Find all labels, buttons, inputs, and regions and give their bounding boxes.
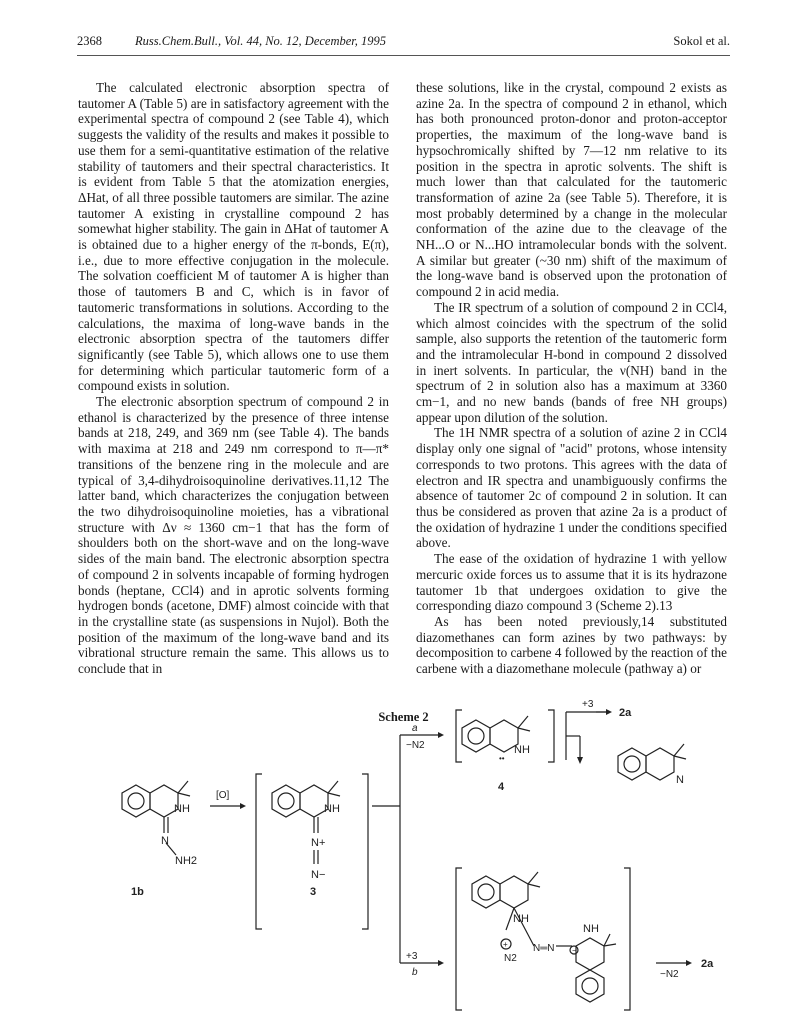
paragraph: The calculated electronic absorption spectra of tautomer A (Table 5) are in satisfactory agreement with the experimental spectra of compound 2 (see Table 4), which suggests the validity of the results and makes it possible to use them for a semi-quantitative estimation of the relative stability of tautomers and their spectral characteristics. It is evident from Table 5 that the atomization energies, ΔHat, of all three possible tautomers are similar. The azine tautomer A existing in crystalline compound 2 has somewhat higher stability. The gain in ΔHat of tautomer A is obtained due to a higher energy of the π-bonds, E(π), i.e., due to more effective conjugation in the molecule. The solvation coefficient M of tautomer A is higher than those of tautomers B and C, which is in favor of tautomeric transformations in solutions. According to the calculations, the maxima of long-wave bands in the electronic absorption spectra of the tautomers differ significantly (see Table 5), which allows one to use them for determining which particular tautomeric form of a compound exists in solution. [78,80,389,394]
page-number: 2368 [77,34,102,48]
charge-minus: − [572,946,577,955]
carbene-dots: •• [499,754,505,763]
paragraph: As has been noted previously,14 substituted diazomethanes can form azines by two pathways: by decomposition to carbene 4 followed by the reaction of the carbene with a diazomethane molecule (pathway a) or [416,613,727,677]
bracket-right [362,774,368,929]
nh-label: NH [513,913,529,925]
nh-label: NH [324,803,340,815]
paragraph: The electronic absorption spectrum of compound 2 in ethanol is characterized by the presence of three intense bands at 218, 249, and 369 nm (see Table 4). The bands with maxima at 218 and 249 nm correspond to π—π* transitions of the benzene ring in the molecule and are typical of 3,4-dihydroisoquinoline derivatives.11,12 The latter band, which characterizes the conjugation between the two dihydroisoquinoline moieties, has a vibrational structure with Δν ≈ 1360 cm−1 that has the form of shoulders both on the short-wave and on the long-wave sides of the main band. The electronic absorption spectra of compound 2 in solvents incapable of forming hydrogen bonds (heptane, CCl4) and in aprotic solvents forming hydrogen bonds (acetone, DMF) almost coincide with that in the crystalline state (as suspensions in Nujol). Both the position of the maximum of the long-wave band and its vibrational structure remain the same. This allows us to conclude that in [78,394,389,677]
nh-label: NH [583,923,599,935]
compound-4-label: 4 [498,781,505,793]
bracket-right [548,710,554,762]
oxidant-label: [O] [216,790,230,801]
adduct-structure [472,872,616,1002]
n-label: N [676,774,684,786]
bracket-right [624,868,630,1010]
compound-1b-structure [122,781,190,855]
bracket-left [456,710,462,762]
paragraph: The ease of the oxidation of hydrazine 1 with yellow mercuric oxide forces us to assume that it is its hydrazone tautomer 1b that undergoes oxidation to give the corresponding diazo compound 3 (Scheme 2).13 [416,551,727,614]
journal-citation: Russ.Chem.Bull., Vol. 44, No. 12, December, 1995 [135,34,387,48]
bracket-left [256,774,262,929]
plus3-label: +3 [406,951,418,962]
oxidation-arrowhead [240,803,246,809]
pathway-a-arrowhead [438,732,444,738]
scheme-title: Scheme 2 [378,710,429,724]
minus-n2-label: −N2 [660,969,679,980]
compound-3-label: 3 [310,886,317,898]
product-2a-label: 2a [701,958,714,970]
n-label: N [161,835,169,847]
compound-3-structure [272,781,340,864]
nh-label: NH [514,744,530,756]
azo-label: N═N [533,943,555,954]
final-arrowhead [686,960,692,966]
arrowhead [577,757,583,764]
pathway-b-arrowhead [438,960,444,966]
bracket-left [456,868,462,1010]
pathway-a-label: a [412,723,418,734]
compound-1b-label: 1b [131,886,144,898]
paragraph: The 1H NMR spectra of a solution of azine 2 in CCl4 display only one signal of "acid" protons, whose intensity corresponds to two protons. This agrees with the data of electron and IR spectra and unambiguously confirms the absence of tautomer 2c of compound 2 in solution. It can thus be considered as proven that azine 2a is a product of the oxidation of hydrazine 1 under the conditions specified above. [416,425,727,551]
running-author: Sokol et al. [673,34,730,48]
n2-label: N2 [504,953,517,964]
charge-plus: + [503,940,508,949]
plus3-label: +3 [582,699,594,710]
arrowhead [606,709,612,715]
nh2-label: NH2 [175,855,198,867]
product-2a-label: 2a [619,707,632,719]
n-minus-label: N− [311,869,326,881]
pathway-b-label: b [412,967,418,978]
paragraph: The IR spectrum of a solution of compound 2 in CCl4, which almost coincides with the spectrum of the solid sample, also supports the retention of the tautomeric form and the intramolecular H-bond in compound 2 dissolved in inert solvents. In particular, the ν(NH) band in the spectrum of 2 in solution also has a maximum at 3360 cm−1, and no new bands (bands of free NH groups) appear upon dilution of the solution. [416,299,727,425]
paragraph: these solutions, like in the crystal, compound 2 exists as azine 2a. In the spectra of compound 2 in ethanol, which has both pronounced proton-donor and proton-acceptor properties, the maximum of the long-wave band is hypsochromically shifted by 7—12 nm relative to its position in the spectra in aprotic solvents. The shift is much lower than that calculated for the tautomeric transformation of azine 2a (see Table 5). Therefore, it is most probably determined by a change in the molecular conformation of the azine due to the cleavage of the NH...O or N...HO intramolecular bonds with the solvent. A similar but greater (~30 nm) shift of the maximum of the long-wave band is observed upon the protonation of compound 2 in acid media. [416,80,727,300]
n-plus-label: N+ [311,837,326,849]
minus-n2-label: −N2 [406,740,425,751]
nh-label: NH [174,803,190,815]
